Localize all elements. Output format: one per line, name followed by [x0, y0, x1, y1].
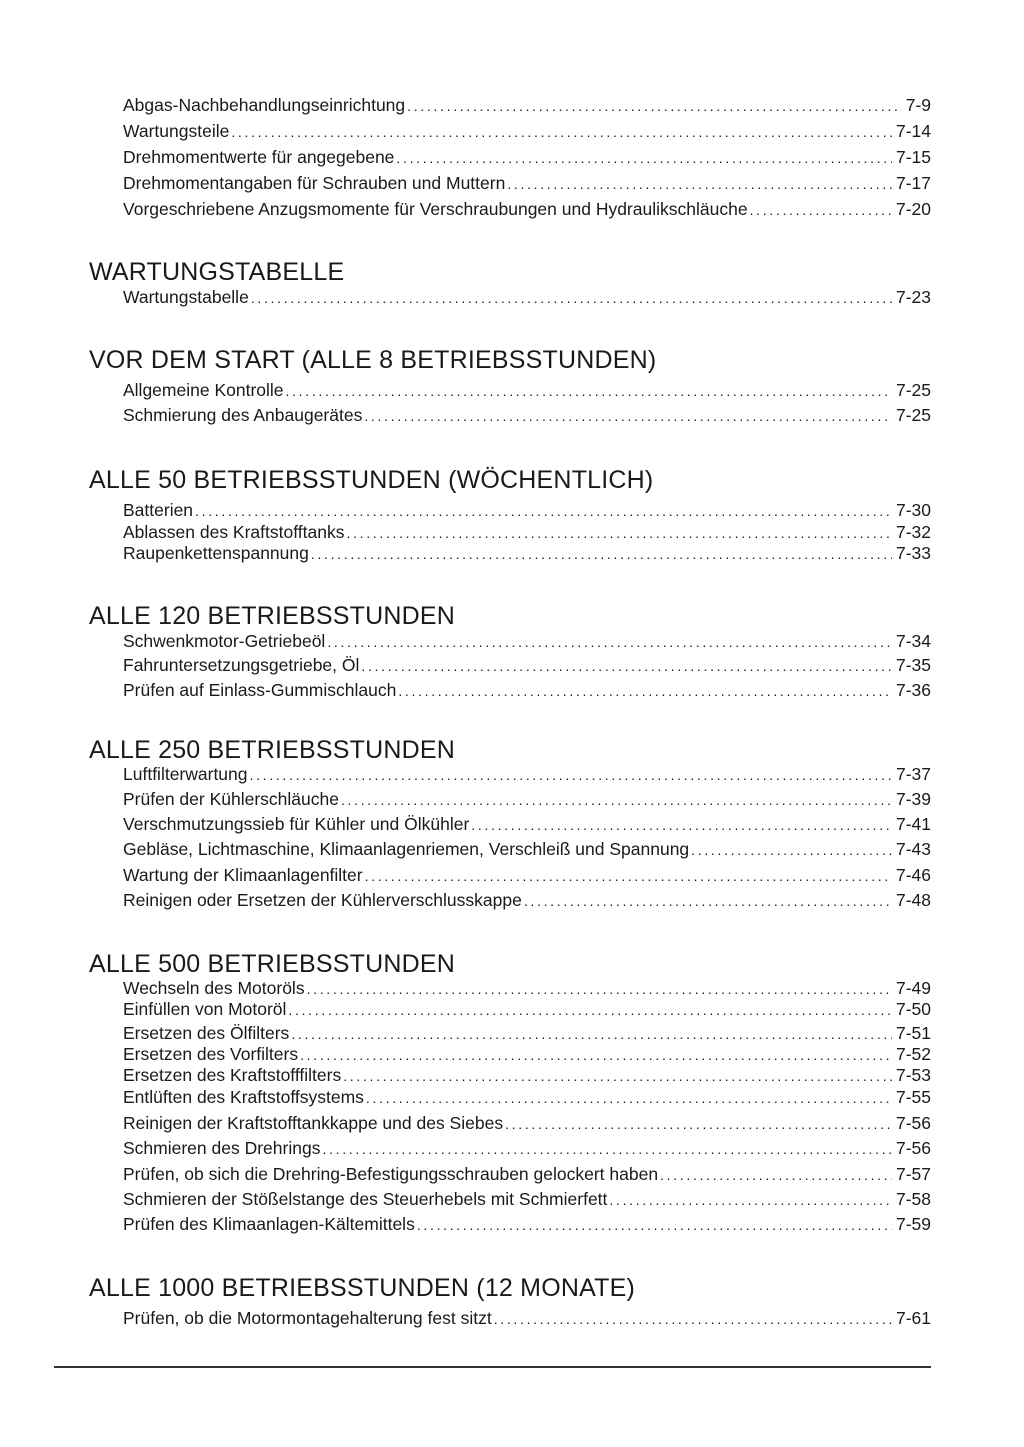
toc-entry[interactable]	[123, 1022, 931, 1044]
toc-entry[interactable]	[123, 198, 931, 220]
section-heading: ALLE 500 BETRIEBSSTUNDEN	[89, 950, 456, 978]
entry-title: Schwenkmotor-Getriebeöl	[123, 631, 326, 651]
dot-leader	[365, 868, 892, 884]
entry-title: Wechseln des Motoröls	[123, 978, 305, 998]
entry-page: 7-50	[895, 999, 931, 1019]
toc-entry[interactable]	[123, 763, 931, 785]
entry-title: Allgemeine Kontrolle	[123, 380, 284, 400]
entry-title: Verschmutzungssieb für Kühler und Ölkühler	[123, 814, 470, 834]
dot-leader	[407, 98, 902, 114]
entry-title: Entlüften des Kraftstoffsystems	[123, 1087, 364, 1107]
toc-entry[interactable]	[123, 1112, 931, 1134]
dot-leader	[251, 290, 892, 306]
entry-page: 7-35	[895, 655, 931, 675]
entry-title: Prüfen, ob die Motormontagehalterung fest sitzt	[123, 1308, 492, 1328]
entry-page: 7-48	[895, 890, 931, 910]
toc-entry[interactable]	[123, 286, 931, 308]
dot-leader	[311, 546, 892, 562]
footer-rule	[54, 1366, 931, 1368]
entry-title: Prüfen des Klimaanlagen-Kältemittels	[123, 1214, 415, 1234]
dot-leader	[398, 683, 892, 699]
toc-entry[interactable]	[123, 1137, 931, 1159]
toc-entry[interactable]	[123, 1064, 931, 1086]
toc-entry[interactable]	[123, 679, 931, 701]
toc-entry[interactable]	[123, 120, 931, 142]
entry-page: 7-23	[895, 287, 931, 307]
toc-entry[interactable]	[123, 630, 931, 652]
entry-title: Raupenkettenspannung	[123, 543, 309, 563]
toc-entry[interactable]	[123, 788, 931, 810]
dot-leader	[609, 1192, 892, 1208]
dot-leader	[417, 1217, 892, 1233]
entry-title: Prüfen der Kühlerschläuche	[123, 789, 339, 809]
toc-entry[interactable]	[123, 379, 931, 401]
entry-title: Vorgeschriebene Anzugsmomente für Verschraubungen und Hydraulikschläuche	[123, 199, 748, 219]
section-heading: WARTUNGSTABELLE	[89, 258, 345, 286]
entry-page: 7-49	[895, 978, 931, 998]
entry-page: 7-36	[895, 680, 931, 700]
dot-leader	[505, 1116, 892, 1132]
entry-title: Drehmomentangaben für Schrauben und Muttern	[123, 173, 506, 193]
entry-page: 7-14	[895, 121, 931, 141]
dot-leader	[524, 893, 892, 909]
dot-leader	[691, 842, 892, 858]
entry-page: 7-30	[895, 500, 931, 520]
dot-leader	[307, 981, 892, 997]
entry-page: 7-34	[895, 631, 931, 651]
dot-leader	[396, 150, 892, 166]
toc-entry[interactable]	[123, 1213, 931, 1235]
dot-leader	[288, 1002, 892, 1018]
toc-entry[interactable]	[123, 1086, 931, 1108]
entry-page: 7-41	[895, 814, 931, 834]
dot-leader	[366, 1090, 892, 1106]
dot-leader	[195, 503, 892, 519]
entry-title: Schmierung des Anbaugerätes	[123, 405, 363, 425]
dot-leader	[250, 767, 892, 783]
entry-page: 7-51	[895, 1023, 931, 1043]
entry-title: Prüfen auf Einlass-Gummischlauch	[123, 680, 397, 700]
entry-title: Reinigen oder Ersetzen der Kühlerverschlusskappe	[123, 890, 522, 910]
dot-leader	[341, 792, 892, 808]
toc-entry[interactable]	[123, 542, 931, 564]
section-heading: VOR DEM START (ALLE 8 BETRIEBSSTUNDEN)	[89, 346, 657, 374]
dot-leader	[300, 1047, 892, 1063]
entry-page: 7-17	[895, 173, 931, 193]
entry-title: Schmieren des Drehrings	[123, 1138, 321, 1158]
dot-leader	[346, 525, 892, 541]
dot-leader	[286, 383, 892, 399]
entry-title: Ersetzen des Ölfilters	[123, 1023, 290, 1043]
entry-page: 7-20	[895, 199, 931, 219]
entry-title: Wartung der Klimaanlagenfilter	[123, 865, 363, 885]
toc-entry[interactable]	[123, 654, 931, 676]
dot-leader	[361, 658, 892, 674]
entry-page: 7-9	[905, 95, 931, 115]
toc-entry[interactable]	[123, 404, 931, 426]
toc-entry[interactable]	[123, 146, 931, 168]
entry-page: 7-43	[895, 839, 931, 859]
entry-page: 7-32	[895, 522, 931, 542]
toc-entry[interactable]	[123, 1188, 931, 1210]
toc-entry[interactable]	[123, 998, 931, 1020]
entry-page: 7-46	[895, 865, 931, 885]
entry-page: 7-59	[895, 1214, 931, 1234]
entry-page: 7-56	[895, 1138, 931, 1158]
entry-page: 7-33	[895, 543, 931, 563]
section-heading: ALLE 50 BETRIEBSSTUNDEN (WÖCHENTLICH)	[89, 466, 654, 494]
entry-title: Einfüllen von Motoröl	[123, 999, 287, 1019]
toc-entry[interactable]	[123, 864, 931, 886]
dot-leader	[507, 176, 892, 192]
dot-leader	[327, 634, 892, 650]
entry-page: 7-61	[895, 1308, 931, 1328]
dot-leader	[471, 817, 892, 833]
entry-title: Fahruntersetzungsgetriebe, Öl	[123, 655, 360, 675]
entry-page: 7-53	[895, 1065, 931, 1085]
entry-title: Schmieren der Stößelstange des Steuerhebels mit Schmierfett	[123, 1189, 608, 1209]
entry-title: Reinigen der Kraftstofftankkappe und des Siebes	[123, 1113, 504, 1133]
entry-title: Luftfilterwartung	[123, 764, 248, 784]
dot-leader	[322, 1141, 892, 1157]
toc-entry[interactable]	[123, 521, 931, 543]
entry-page: 7-37	[895, 764, 931, 784]
dot-leader	[231, 124, 892, 140]
entry-title: Ablassen des Kraftstofftanks	[123, 522, 345, 542]
dot-leader	[494, 1311, 892, 1327]
entry-page: 7-55	[895, 1087, 931, 1107]
entry-title: Ersetzen des Vorfilters	[123, 1044, 299, 1064]
entry-title: Ersetzen des Kraftstofffilters	[123, 1065, 342, 1085]
toc-entry[interactable]	[123, 1163, 931, 1185]
entry-page: 7-25	[895, 380, 931, 400]
dot-leader	[660, 1167, 892, 1183]
toc-entry[interactable]	[123, 1043, 931, 1065]
entry-title: Batterien	[123, 500, 194, 520]
dot-leader	[291, 1026, 892, 1042]
section-heading: ALLE 120 BETRIEBSSTUNDEN	[89, 602, 456, 630]
dot-leader	[750, 202, 892, 218]
toc-entry[interactable]	[123, 813, 931, 835]
entry-page: 7-56	[895, 1113, 931, 1133]
entry-page: 7-58	[895, 1189, 931, 1209]
entry-title: Prüfen, ob sich die Drehring-Befestigungsschrauben gelockert haben	[123, 1164, 659, 1184]
toc-entry[interactable]	[123, 1307, 931, 1329]
entry-title: Wartungstabelle	[123, 287, 249, 307]
section-heading: ALLE 250 BETRIEBSSTUNDEN	[89, 736, 456, 764]
entry-title: Wartungsteile	[123, 121, 230, 141]
toc-entry[interactable]	[123, 977, 931, 999]
toc-entry[interactable]	[123, 889, 931, 911]
entry-page: 7-52	[895, 1044, 931, 1064]
section-heading: ALLE 1000 BETRIEBSSTUNDEN (12 MONATE)	[89, 1274, 635, 1302]
entry-title: Gebläse, Lichtmaschine, Klimaanlagenriemen, Verschleiß und Spannung	[123, 839, 690, 859]
entry-page: 7-39	[895, 789, 931, 809]
entry-page: 7-25	[895, 405, 931, 425]
entry-title: Abgas-Nachbehandlungseinrichtung	[123, 95, 406, 115]
entry-title: Drehmomentwerte für angegebene	[123, 147, 395, 167]
toc-entry[interactable]	[123, 94, 931, 116]
entry-page: 7-15	[895, 147, 931, 167]
toc-entry[interactable]	[123, 499, 931, 521]
dot-leader	[364, 408, 892, 424]
entry-page: 7-57	[895, 1164, 931, 1184]
dot-leader	[343, 1068, 892, 1084]
toc-entry[interactable]	[123, 838, 931, 860]
toc-entry[interactable]	[123, 172, 931, 194]
